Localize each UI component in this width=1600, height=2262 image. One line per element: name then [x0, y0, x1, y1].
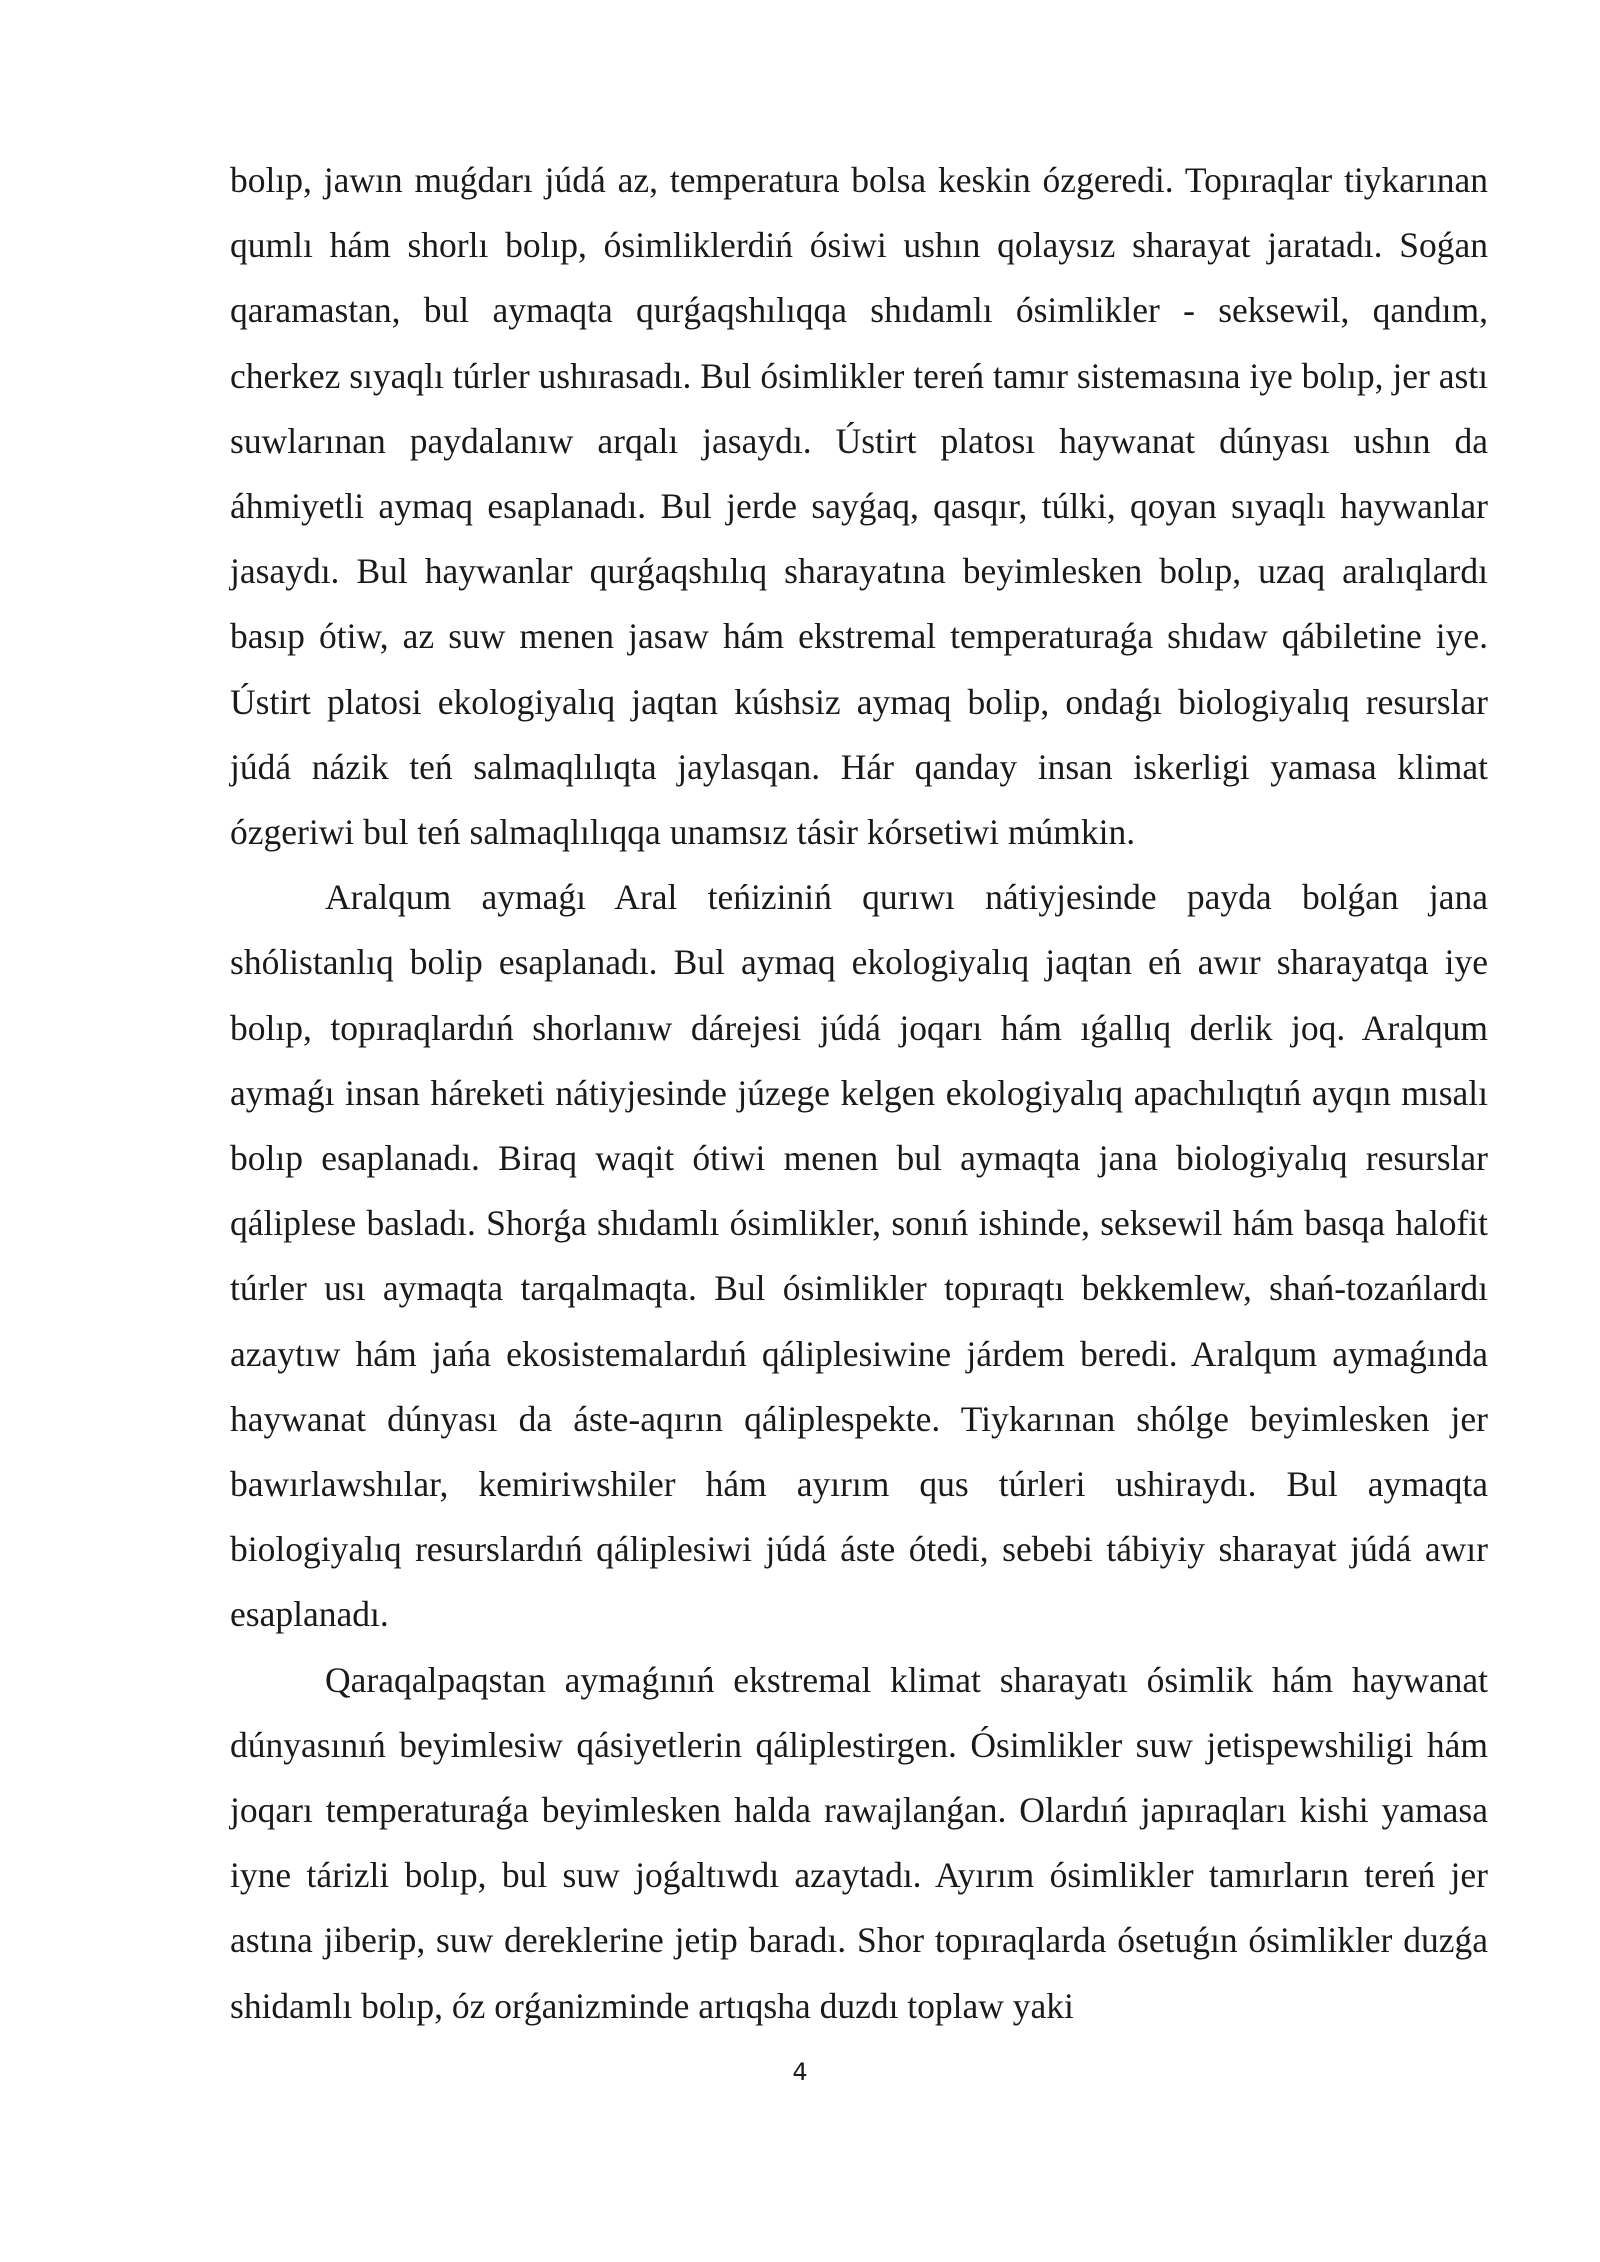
- page-number: 4: [792, 2058, 808, 2086]
- body-text: [230, 148, 1488, 2039]
- paragraph-1: bolıp, jawın muǵdarı júdá az, temperatura bolsa keskin ózgeredi. Topıraqlar tiykarınan qumlı hám shorlı bolıp, ósimliklerdiń ósiwi ushın qolaysız sharayat jaratadı. Soǵan qaramastan, bul aymaqta qurǵaqshılıqqa shıdamlı ósimlikler - seksewil, qandım, cherkez sıyaqlı túrler ushırasadı. Bul ósimlikler tereń tamır sistemasına iye bolıp, jer astı suwlarınan paydalanıw arqalı jasaydı. Ústirt platosı haywanat dúnyası ushın da áhmiyetli aymaq esaplanadı. Bul jerde sayǵaq, qasqır, túlki, qoyan sıyaqlı haywanlar jasaydı. Bul haywanlar qurǵaqshılıq sharayatına beyimlesken bolıp, uzaq aralıqlardı basıp ótiw, az suw menen jasaw hám ekstremal temperaturaǵa shıdaw qábiletine iye. Ústirt platosi ekologiyalıq jaqtan kúshsiz aymaq bolip, ondaǵı biologiyalıq resurslar júdá názik teń salmaqlılıqta jaylasqan. Hár qanday insan iskerligi yamasa klimat ózgeriwi bul teń salmaqlılıqqa unamsız tásir kórsetiwi múmkin.: [230, 160, 1488, 853]
- paragraph-2: Aralqum aymaǵı Aral teńiziniń qurıwı nátiyjesinde payda bolǵan jana shólistanlıq bolip esaplanadı. Bul aymaq ekologiyalıq jaqtan eń awır sharayatqa iye bolıp, topıraqlardıń shorlanıw dárejesi júdá joqarı hám ıǵallıq derlik joq. Aralqum aymaǵı insan háreketi nátiyjesinde júzege kelgen ekologiyalıq apachılıqtıń ayqın mısalı bolıp esaplanadı. Biraq waqit ótiwi menen bul aymaqta jana biologiyalıq resurslar qáliplese basladı. Shorǵa shıdamlı ósimlikler, sonıń ishinde, seksewil hám basqa halofit túrler usı aymaqta tarqalmaqta. Bul ósimlikler topıraqtı bekkemlew, shań-tozańlardı azaytıw hám jańa ekosistemalardıń qáliplesiwine járdem beredi. Aralqum aymaǵında haywanat dúnyası da áste-aqırın qáliplespekte. Tiykarınan shólge beyimlesken jer bawırlawshılar, kemiriwshiler hám ayırım qus túrleri ushiraydı. Bul aymaqta biologiyalıq resurslardıń qáliplesiwi júdá áste ótedi, sebebi tábiyiy sharayat júdá awır esaplanadı.: [230, 877, 1488, 1635]
- paragraph-3: Qaraqalpaqstan aymaǵınıń ekstremal klimat sharayatı ósimlik hám haywanat dúnyasınıń beyimlesiw qásiyetlerin qáliplestirgen. Ósimlikler suw jetispewshiligi hám joqarı temperaturaǵa beyimlesken halda rawajlanǵan. Olardıń japıraqları kishi yamasa iyne tárizli bolıp, bul suw joǵaltıwdı azaytadı. Ayırım ósimlikler tamırların tereń jer astına jiberip, suw dereklerine jetip baradı. Shor topıraqlarda ósetuǵın ósimlikler duzǵa shidamlı bolıp, óz orǵanizminde artıqsha duzdı toplaw yaki: [230, 1659, 1488, 2026]
